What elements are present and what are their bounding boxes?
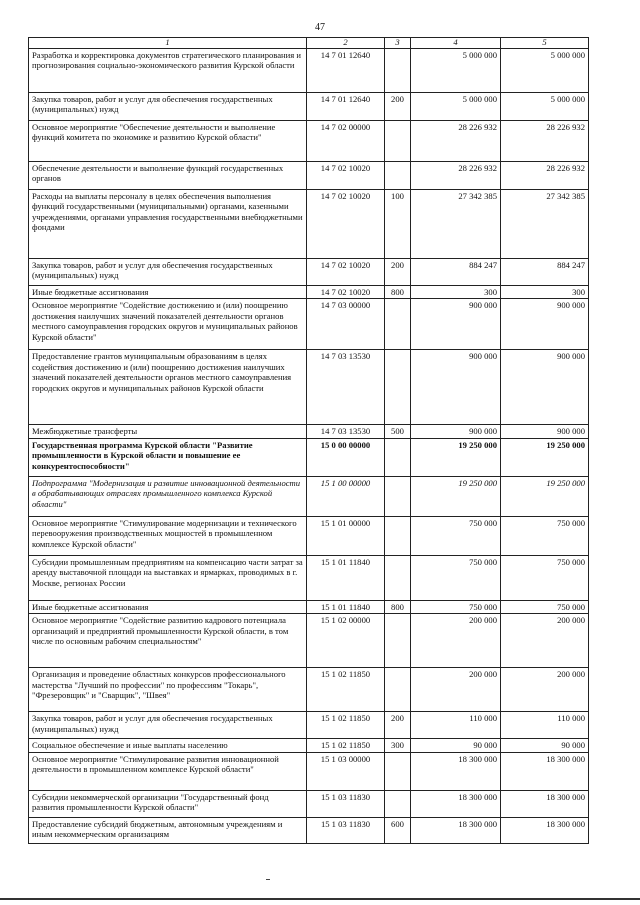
row-code-cell: 15 1 02 11850	[307, 739, 385, 752]
row-expense-type-cell	[385, 476, 411, 516]
table-row	[29, 712, 589, 739]
row-code-cell: 14 7 02 10020	[307, 162, 385, 190]
table-row	[29, 516, 589, 555]
row-amount-next-cell: 750 000	[501, 555, 589, 600]
header-col-3: 3	[385, 38, 411, 49]
row-code-cell: 14 7 01 12640	[307, 93, 385, 121]
table-row	[29, 162, 589, 190]
row-amount-next-cell: 5 000 000	[501, 93, 589, 121]
page-bottom-rule	[0, 898, 640, 900]
row-code-cell: 15 1 03 11830	[307, 790, 385, 817]
row-amount-next-cell: 300	[501, 286, 589, 299]
table-row	[29, 817, 589, 843]
row-amount-next-cell: 19 250 000	[501, 476, 589, 516]
row-amount-cell: 110 000	[411, 712, 501, 739]
row-code-cell: 14 7 03 00000	[307, 299, 385, 350]
row-amount-cell: 28 226 932	[411, 162, 501, 190]
row-code-cell: 15 1 01 00000	[307, 516, 385, 555]
row-code-cell: 14 7 02 10020	[307, 259, 385, 286]
table-row	[29, 190, 589, 259]
row-name-cell: Обеспечение деятельности и выполнение функций государственных органов	[29, 162, 307, 190]
row-name-cell: Подпрограмма "Модернизация и развитие инновационной деятельности в обрабатывающих отраслях промышленного комплекса Курской области"	[29, 476, 307, 516]
row-amount-next-cell: 18 300 000	[501, 817, 589, 843]
row-amount-next-cell: 200 000	[501, 614, 589, 668]
row-amount-next-cell: 5 000 000	[501, 49, 589, 93]
row-amount-next-cell: 200 000	[501, 668, 589, 712]
row-code-cell: 15 1 03 11830	[307, 817, 385, 843]
row-name-cell: Основное мероприятие "Стимулирование развития инновационной деятельности в промышленном комплексе Курской области"	[29, 752, 307, 790]
row-amount-cell: 200 000	[411, 668, 501, 712]
row-amount-next-cell: 19 250 000	[501, 438, 589, 476]
table-row	[29, 752, 589, 790]
row-expense-type-cell: 600	[385, 817, 411, 843]
row-code-cell: 15 1 01 11840	[307, 555, 385, 600]
row-amount-cell: 900 000	[411, 425, 501, 438]
row-expense-type-cell	[385, 162, 411, 190]
row-amount-cell: 90 000	[411, 739, 501, 752]
row-code-cell: 15 1 02 00000	[307, 614, 385, 668]
row-amount-cell: 200 000	[411, 614, 501, 668]
row-name-cell: Межбюджетные трансферты	[29, 425, 307, 438]
row-amount-cell: 18 300 000	[411, 790, 501, 817]
header-col-2: 2	[307, 38, 385, 49]
table-row	[29, 425, 589, 438]
table-row	[29, 790, 589, 817]
row-code-cell: 14 7 02 10020	[307, 286, 385, 299]
row-name-cell: Субсидии некоммерческой организации "Государственный фонд развития промышленности Курской области"	[29, 790, 307, 817]
row-code-cell: 15 1 02 11850	[307, 668, 385, 712]
row-expense-type-cell	[385, 790, 411, 817]
row-expense-type-cell	[385, 614, 411, 668]
row-amount-next-cell: 28 226 932	[501, 121, 589, 162]
row-expense-type-cell: 200	[385, 93, 411, 121]
table-header-row	[29, 38, 589, 49]
row-code-cell: 14 7 03 13530	[307, 350, 385, 425]
row-amount-next-cell: 18 300 000	[501, 752, 589, 790]
row-expense-type-cell: 100	[385, 190, 411, 259]
table-row	[29, 600, 589, 613]
page-number: 47	[315, 22, 325, 33]
header-col-1: 1	[29, 38, 307, 49]
row-expense-type-cell	[385, 438, 411, 476]
header-col-4: 4	[411, 38, 501, 49]
row-name-cell: Основное мероприятие "Стимулирование модернизации и технического перевооружения производственных мощностей в промышленном комплексе Курской области"	[29, 516, 307, 555]
row-code-cell: 14 7 02 00000	[307, 121, 385, 162]
row-amount-next-cell: 900 000	[501, 350, 589, 425]
row-name-cell: Иные бюджетные ассигнования	[29, 286, 307, 299]
row-amount-next-cell: 900 000	[501, 425, 589, 438]
table-row	[29, 299, 589, 350]
row-expense-type-cell	[385, 121, 411, 162]
row-name-cell: Закупка товаров, работ и услуг для обеспечения государственных (муниципальных) нужд	[29, 259, 307, 286]
row-code-cell: 15 1 00 00000	[307, 476, 385, 516]
table-row	[29, 614, 589, 668]
row-name-cell: Основное мероприятие "Содействие развитию кадрового потенциала организаций и предприятий промышленности Курской области, в том числе по основным рабочим специальностям"	[29, 614, 307, 668]
row-expense-type-cell	[385, 555, 411, 600]
table-row	[29, 49, 589, 93]
row-amount-next-cell: 18 300 000	[501, 790, 589, 817]
row-amount-cell: 18 300 000	[411, 752, 501, 790]
table-row	[29, 286, 589, 299]
row-amount-cell: 884 247	[411, 259, 501, 286]
row-expense-type-cell: 800	[385, 286, 411, 299]
row-amount-cell: 27 342 385	[411, 190, 501, 259]
row-code-cell: 15 1 03 00000	[307, 752, 385, 790]
row-code-cell: 14 7 01 12640	[307, 49, 385, 93]
row-expense-type-cell: 800	[385, 600, 411, 613]
table-row	[29, 259, 589, 286]
row-expense-type-cell	[385, 350, 411, 425]
row-name-cell: Разработка и корректировка документов стратегического планирования и прогнозирования социально-экономического развития Курской области	[29, 49, 307, 93]
row-amount-cell: 5 000 000	[411, 93, 501, 121]
table-row	[29, 350, 589, 425]
row-code-cell: 15 1 02 11850	[307, 712, 385, 739]
row-amount-next-cell: 110 000	[501, 712, 589, 739]
row-amount-cell: 300	[411, 286, 501, 299]
row-amount-cell: 750 000	[411, 516, 501, 555]
row-name-cell: Закупка товаров, работ и услуг для обеспечения государственных (муниципальных) нужд	[29, 93, 307, 121]
row-name-cell: Социальное обеспечение и иные выплаты населению	[29, 739, 307, 752]
row-expense-type-cell: 200	[385, 259, 411, 286]
row-code-cell: 15 1 01 11840	[307, 600, 385, 613]
row-amount-cell: 18 300 000	[411, 817, 501, 843]
row-expense-type-cell	[385, 49, 411, 93]
budget-table	[28, 37, 589, 844]
table-row	[29, 668, 589, 712]
row-expense-type-cell	[385, 752, 411, 790]
row-name-cell: Государственная программа Курской области "Развитие промышленности в Курской области и повышение ее конкурентоспособности"	[29, 438, 307, 476]
row-expense-type-cell	[385, 516, 411, 555]
row-amount-next-cell: 884 247	[501, 259, 589, 286]
row-amount-next-cell: 28 226 932	[501, 162, 589, 190]
table-row	[29, 121, 589, 162]
table-row	[29, 555, 589, 600]
row-amount-cell: 19 250 000	[411, 476, 501, 516]
row-amount-next-cell: 900 000	[501, 299, 589, 350]
row-name-cell: Расходы на выплаты персоналу в целях обеспечения выполнения функций государственными (муниципальными) органами, казенными учреждениями, органами управления государственными внебюджетными фондами	[29, 190, 307, 259]
row-amount-cell: 900 000	[411, 350, 501, 425]
table-row	[29, 93, 589, 121]
table-row	[29, 476, 589, 516]
scan-mark	[266, 879, 270, 880]
row-name-cell: Предоставление грантов муниципальным образованиям в целях содействия достижению и (или) поощрению достижения наилучших значений показателей деятельности органов местного самоуправления городских округов и муниципальных районов Курской области	[29, 350, 307, 425]
row-expense-type-cell	[385, 668, 411, 712]
row-amount-next-cell: 750 000	[501, 516, 589, 555]
row-amount-cell: 750 000	[411, 600, 501, 613]
row-name-cell: Субсидии промышленным предприятиям на компенсацию части затрат за аренду выставочной площади на выставках и ярмарках, проводимых в г. Москве, регионах России	[29, 555, 307, 600]
row-name-cell: Организация и проведение областных конкурсов профессионального мастерства "Лучший по профессии" по профессиям "Токарь", "Фрезеровщик" и "Сварщик", "Швея"	[29, 668, 307, 712]
row-expense-type-cell: 300	[385, 739, 411, 752]
row-amount-next-cell: 750 000	[501, 600, 589, 613]
row-expense-type-cell	[385, 299, 411, 350]
table-row	[29, 438, 589, 476]
row-amount-cell: 750 000	[411, 555, 501, 600]
row-name-cell: Основное мероприятие "Содействие достижению и (или) поощрению достижения наилучших значений показателей деятельности органов местного самоуправления городских округов и муниципальных районов Курской области"	[29, 299, 307, 350]
row-amount-cell: 19 250 000	[411, 438, 501, 476]
row-amount-cell: 5 000 000	[411, 49, 501, 93]
row-name-cell: Закупка товаров, работ и услуг для обеспечения государственных (муниципальных) нужд	[29, 712, 307, 739]
row-amount-next-cell: 90 000	[501, 739, 589, 752]
row-amount-next-cell: 27 342 385	[501, 190, 589, 259]
row-name-cell: Предоставление субсидий бюджетным, автономным учреждениям и иным некоммерческим организациям	[29, 817, 307, 843]
row-expense-type-cell: 500	[385, 425, 411, 438]
row-code-cell: 15 0 00 00000	[307, 438, 385, 476]
row-amount-cell: 900 000	[411, 299, 501, 350]
table-row	[29, 739, 589, 752]
row-expense-type-cell: 200	[385, 712, 411, 739]
row-code-cell: 14 7 02 10020	[307, 190, 385, 259]
row-amount-cell: 28 226 932	[411, 121, 501, 162]
row-name-cell: Основное мероприятие "Обеспечение деятельности и выполнение функций комитета по экономике и развитию Курской области"	[29, 121, 307, 162]
header-col-5: 5	[501, 38, 589, 49]
row-code-cell: 14 7 03 13530	[307, 425, 385, 438]
row-name-cell: Иные бюджетные ассигнования	[29, 600, 307, 613]
